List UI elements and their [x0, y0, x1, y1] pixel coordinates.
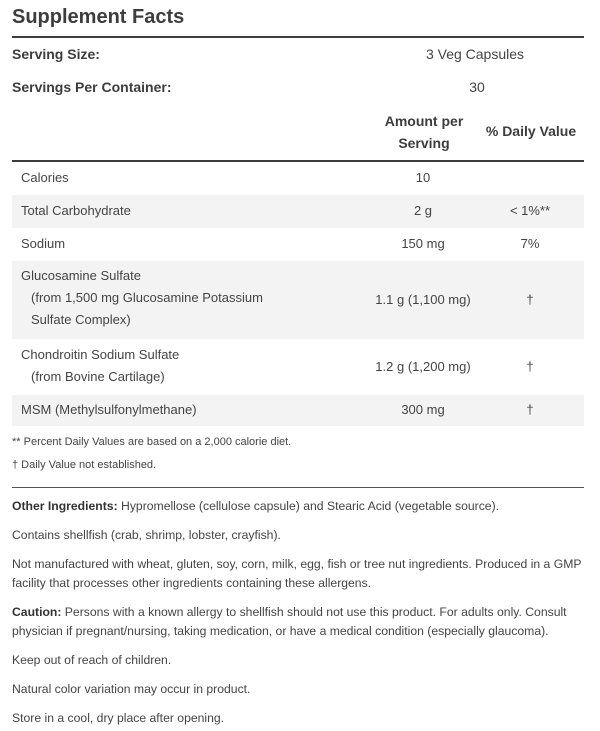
nutrient-dv: † [526, 359, 534, 374]
nutrient-source-line: (from 1,500 mg Glucosamine Potassium [31, 290, 263, 305]
dv-not-established-footnote: † Daily Value not established. [12, 459, 157, 471]
caution-text: Persons with a known allergy to shellfish should not use this product. For adults only. Consult [61, 605, 567, 619]
table-row [12, 261, 584, 339]
amount-header-line2: Serving [398, 135, 450, 151]
nutrient-dv: 7% [520, 236, 540, 251]
nutrient-dv: † [526, 402, 534, 417]
nutrient-table [12, 162, 584, 426]
table-row [12, 395, 584, 426]
other-ingredients-label: Other Ingredients: [12, 499, 118, 513]
amount-per-serving-header [360, 110, 488, 154]
nutrient-name: Sodium [21, 236, 66, 251]
nutrient-name-main: Glucosamine Sulfate [21, 268, 141, 283]
amount-header-line1: Amount per [384, 113, 464, 129]
nutrient-amount: 150 mg [401, 236, 445, 251]
panel-title: Supplement Facts [12, 6, 185, 28]
title-divider [12, 36, 584, 38]
nutrient-name [21, 265, 263, 331]
nutrient-dv: † [526, 292, 534, 307]
footnote-divider [12, 487, 584, 488]
nutrient-name [21, 344, 179, 388]
table-row [12, 162, 584, 195]
table-row [12, 228, 584, 261]
serving-size-value: 3 Veg Capsules [425, 46, 525, 62]
nutrient-amount: 1.1 g (1,100 mg) [375, 292, 471, 307]
allergen-line: facility that processes other ingredients containing these allergens. [12, 576, 372, 590]
nutrient-name: Total Carbohydrate [21, 203, 131, 218]
nutrient-source-line: Sulfate Complex) [31, 312, 131, 327]
nutrient-amount: 300 mg [401, 402, 445, 417]
keep-out-statement: Keep out of reach of children. [12, 653, 172, 667]
caution-line: physician if pregnant/nursing, taking medication, or have a medical condition (especially glaucoma). [12, 624, 549, 638]
servings-per-container-value: 30 [469, 79, 485, 95]
nutrient-amount: 1.2 g (1,200 mg) [375, 359, 471, 374]
nutrient-amount: 10 [415, 170, 431, 185]
allergen-line: Not manufactured with wheat, gluten, soy, corn, milk, egg, fish or tree nut ingredients. Produced in a GMP [12, 557, 582, 571]
nutrient-source-line: (from Bovine Cartilage) [31, 369, 165, 384]
nutrient-dv: < 1%** [509, 203, 551, 218]
caution-line [12, 603, 584, 622]
contains-statement: Contains shellfish (crab, shrimp, lobster, crayfish). [12, 528, 281, 542]
allergen-statement [12, 555, 584, 593]
color-variation-statement: Natural color variation may occur in product. [12, 682, 251, 696]
caution-label: Caution: [12, 605, 62, 619]
storage-statement: Store in a cool, dry place after opening. [12, 711, 225, 725]
nutrient-name: Calories [21, 170, 69, 185]
table-row [12, 339, 584, 395]
nutrient-name-main: Chondroitin Sodium Sulfate [21, 347, 180, 362]
nutrient-amount: 2 g [413, 203, 433, 218]
other-ingredients [12, 497, 584, 516]
caution-statement [12, 603, 584, 641]
table-row [12, 195, 584, 228]
serving-size-label: Serving Size: [12, 46, 100, 62]
daily-value-header: % Daily Value [485, 123, 577, 139]
other-ingredients-text: Hypromellose (cellulose capsule) and Stearic Acid (vegetable source). [117, 499, 500, 513]
nutrient-name: MSM (Methylsulfonylmethane) [21, 402, 197, 417]
servings-per-container-label: Servings Per Container: [12, 79, 172, 95]
percent-dv-footnote: ** Percent Daily Values are based on a 2,000 calorie diet. [12, 436, 292, 448]
